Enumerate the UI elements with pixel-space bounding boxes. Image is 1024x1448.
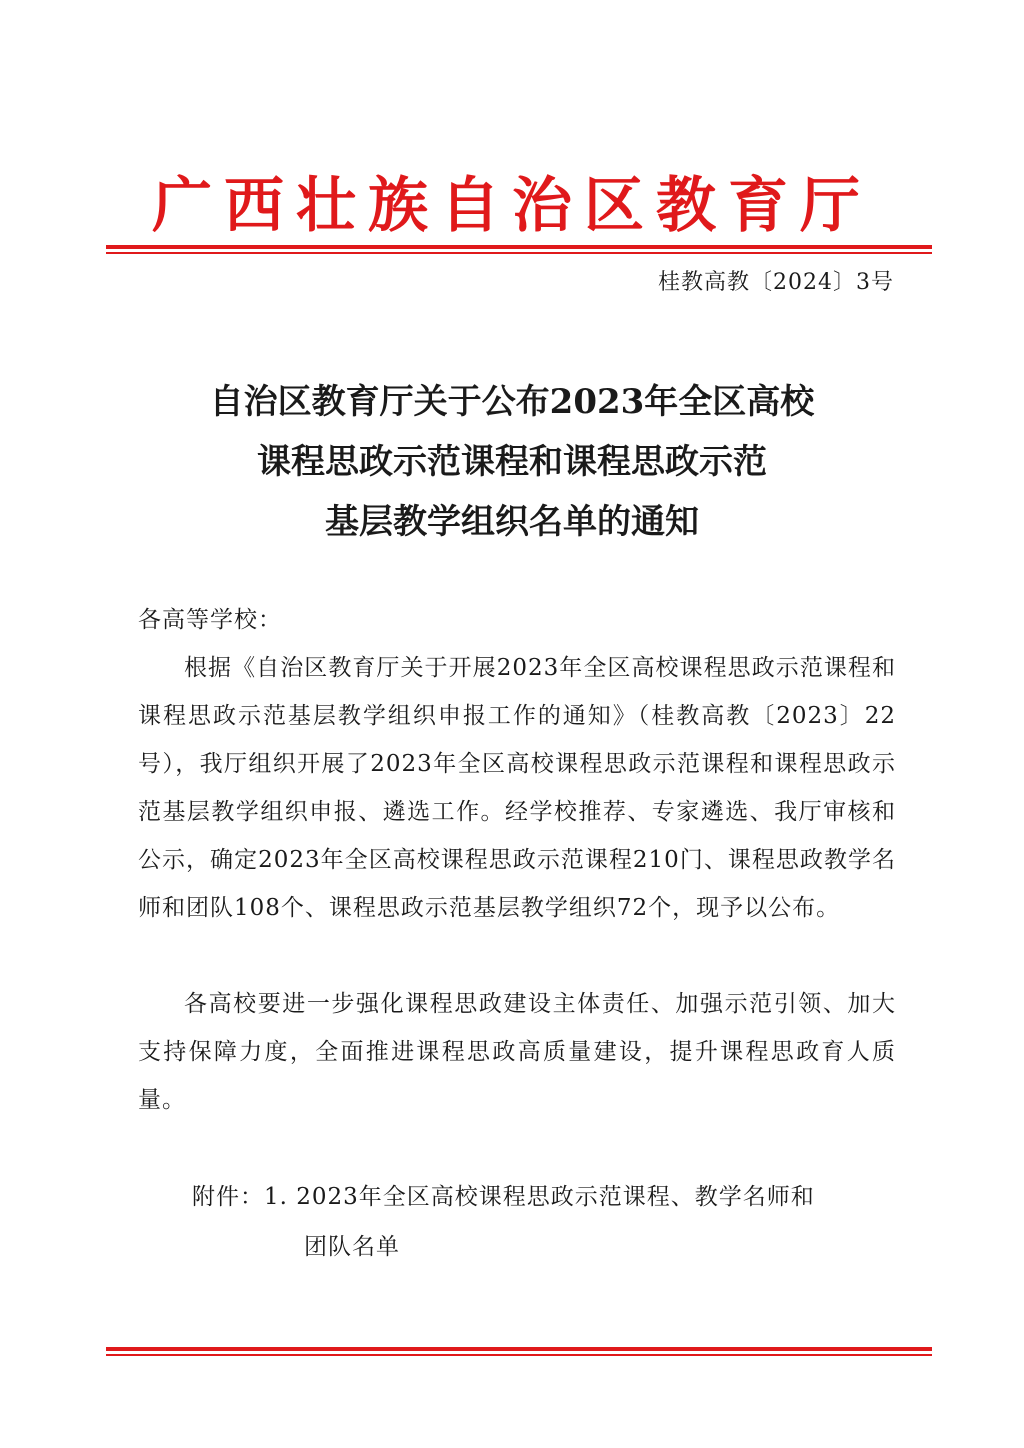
body-paragraph-2: 各高校要进一步强化课程思政建设主体责任、加强示范引领、加大支持保障力度，全面推进课程思政高质量建设，提升课程思政育人质量。 bbox=[138, 991, 896, 1113]
document-number: 桂教高教〔2024〕3号 bbox=[658, 270, 894, 295]
notice-title-line-3: 基层教学组织名单的通知 bbox=[325, 502, 699, 542]
header-divider-thin bbox=[106, 252, 932, 254]
issuer-heading: 广西壮族自治区教育厅 bbox=[152, 171, 872, 241]
notice-title bbox=[0, 372, 1024, 552]
footer-divider-thin bbox=[106, 1354, 932, 1356]
salutation: 各高等学校： bbox=[138, 607, 282, 633]
attachment-line-1: 附件：1. 2023年全区高校课程思政示范课程、教学名师和 bbox=[192, 1184, 815, 1210]
attachment-list bbox=[192, 1172, 815, 1272]
notice-title-line-1: 自治区教育厅关于公布2023年全区高校 bbox=[209, 382, 815, 422]
notice-title-line-2: 课程思政示范课程和课程思政示范 bbox=[257, 442, 767, 482]
attachment-line-2: 团队名单 bbox=[304, 1234, 400, 1260]
footer-divider-thick bbox=[106, 1347, 932, 1351]
header-divider-thick bbox=[106, 245, 932, 249]
body-paragraph-1: 根据《自治区教育厅关于开展2023年全区高校课程思政示范课程和课程思政示范基层教学组织申报工作的通知》（桂教高教〔2023〕22号），我厅组织开展了2023年全区高校课程思政示范课程和课程思政示范基层教学组织申报、遴选工作。经学校推荐、专家遴选、我厅审核和公示，确定2023年全区高校课程思政示范课程210门、课程思政教学名师和团队108个、课程思政示范基层教学组织72个，现予以公布。 bbox=[138, 655, 896, 921]
